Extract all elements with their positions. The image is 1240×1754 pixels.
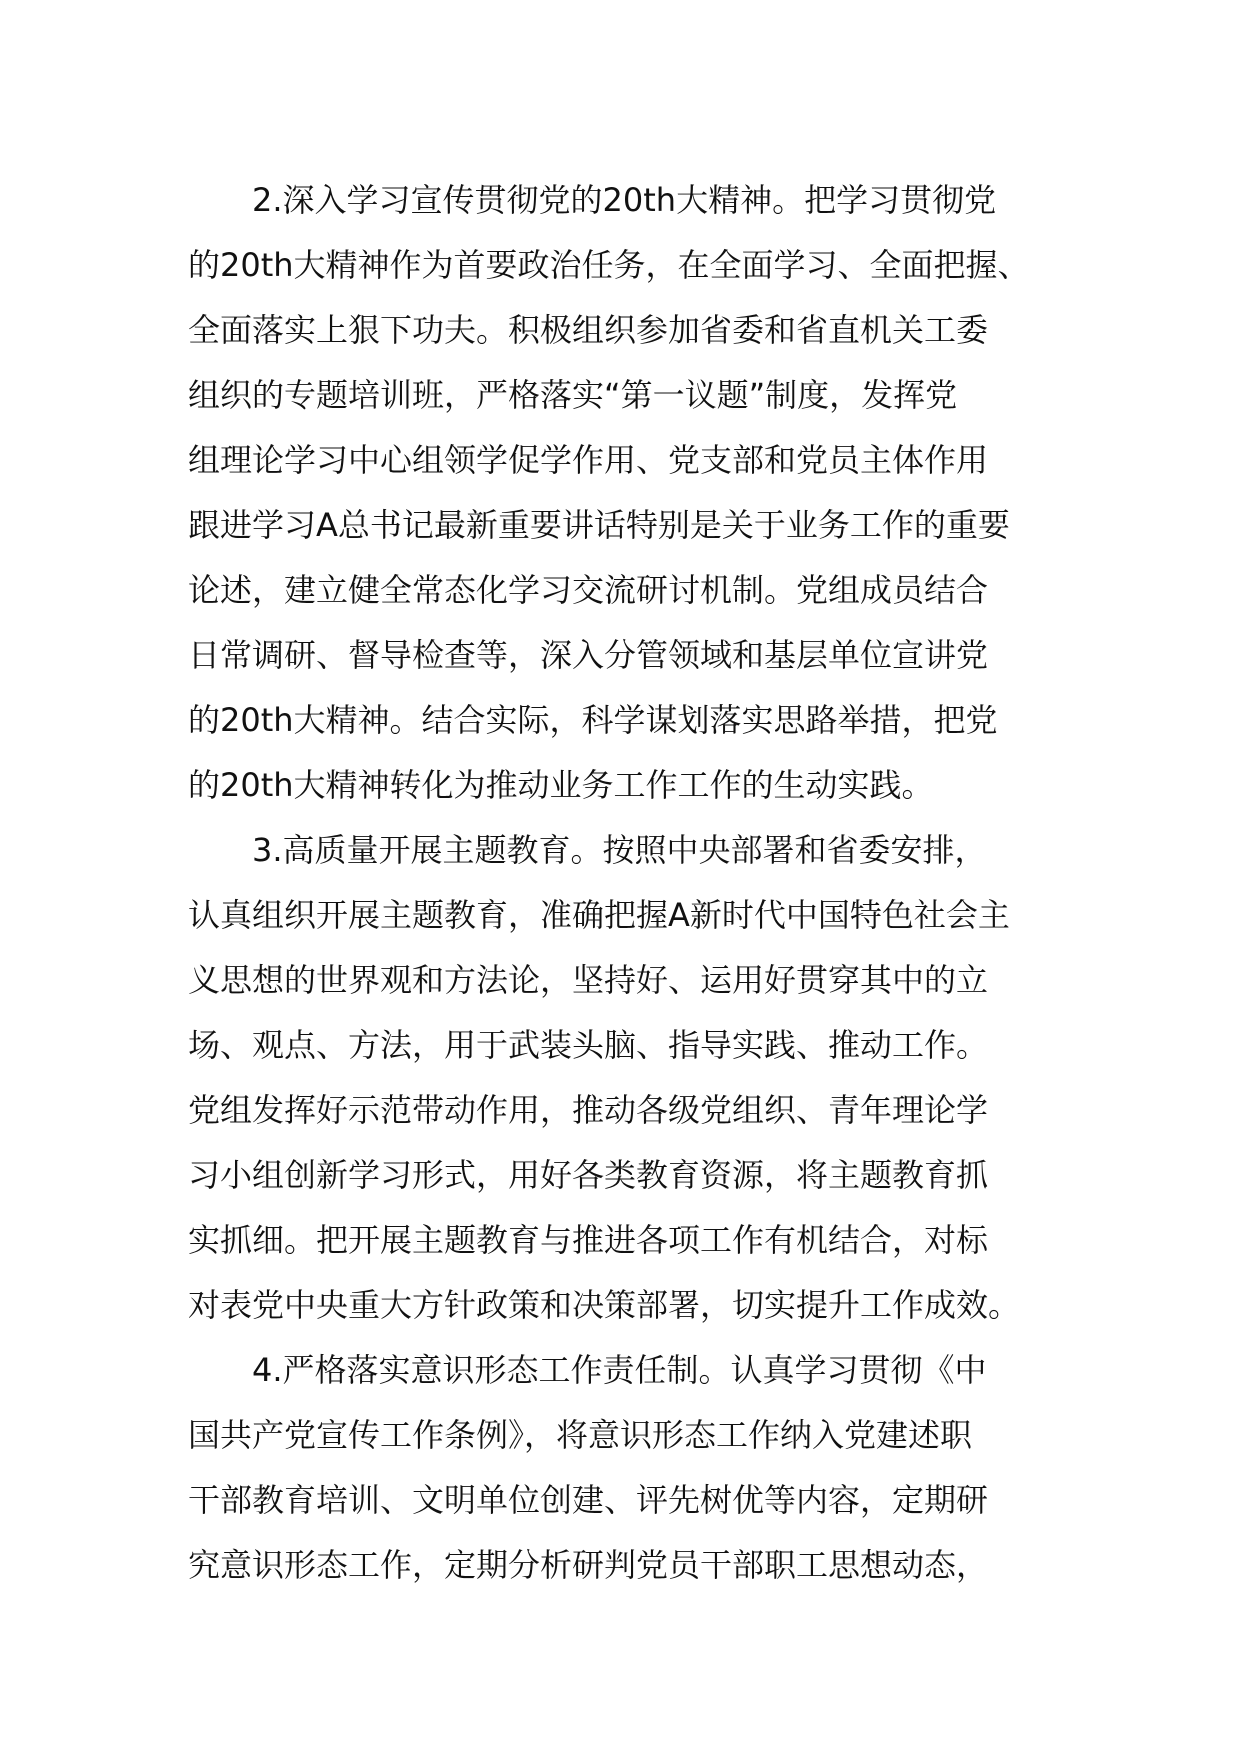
- text-line: 国共产党宣传工作条例》，将意识形态工作纳入党建述职: [188, 1416, 973, 1454]
- paragraph-4: [188, 1338, 1056, 1598]
- document-body: [188, 168, 1056, 1598]
- text-line: 组理论学习中心组领学促学作用、党支部和党员主体作用: [188, 441, 989, 479]
- text-line: 对表党中央重大方针政策和决策部署，切实提升工作成效。: [188, 1286, 1021, 1324]
- text-line: 习小组创新学习形式，用好各类教育资源，将主题教育抓: [188, 1156, 989, 1194]
- text-line: 的20th大精神作为首要政治任务，在全面学习、全面把握、: [188, 246, 1030, 284]
- text-line: 认真组织开展主题教育，准确把握A新时代中国特色社会主: [188, 896, 1010, 934]
- text-line: 4.严格落实意识形态工作责任制。认真学习贯彻《中: [252, 1351, 987, 1389]
- text-line: 义思想的世界观和方法论，坚持好、运用好贯穿其中的立: [188, 961, 989, 999]
- text-line: 的20th大精神。结合实际，科学谋划落实思路举措，把党: [188, 701, 998, 739]
- text-line: 场、观点、方法，用于武装头脑、指导实践、推动工作。: [188, 1026, 989, 1064]
- paragraph-3: [188, 818, 1056, 1338]
- text-line: 究意识形态工作，定期分析研判党员干部职工思想动态，: [188, 1546, 989, 1584]
- text-line: 干部教育培训、文明单位创建、评先树优等内容，定期研: [188, 1481, 989, 1519]
- text-line: 论述，建立健全常态化学习交流研讨机制。党组成员结合: [188, 571, 989, 609]
- text-line: 跟进学习A总书记最新重要讲话特别是关于业务工作的重要: [188, 506, 1010, 544]
- text-line: 3.高质量开展主题教育。按照中央部署和省委安排，: [252, 831, 987, 869]
- text-line: 组织的专题培训班，严格落实“第一议题”制度，发挥党: [188, 376, 958, 414]
- text-line: 2.深入学习宣传贯彻党的20th大精神。把学习贯彻党: [252, 181, 997, 219]
- text-line: 的20th大精神转化为推动业务工作工作的生动实践。: [188, 766, 934, 804]
- paragraph-2: [188, 168, 1056, 818]
- text-line: 党组发挥好示范带动作用，推动各级党组织、青年理论学: [188, 1091, 989, 1129]
- text-line: 实抓细。把开展主题教育与推进各项工作有机结合，对标: [188, 1221, 989, 1259]
- text-line: 日常调研、督导检查等，深入分管领域和基层单位宣讲党: [188, 636, 989, 674]
- text-line: 全面落实上狠下功夫。积极组织参加省委和省直机关工委: [188, 311, 989, 349]
